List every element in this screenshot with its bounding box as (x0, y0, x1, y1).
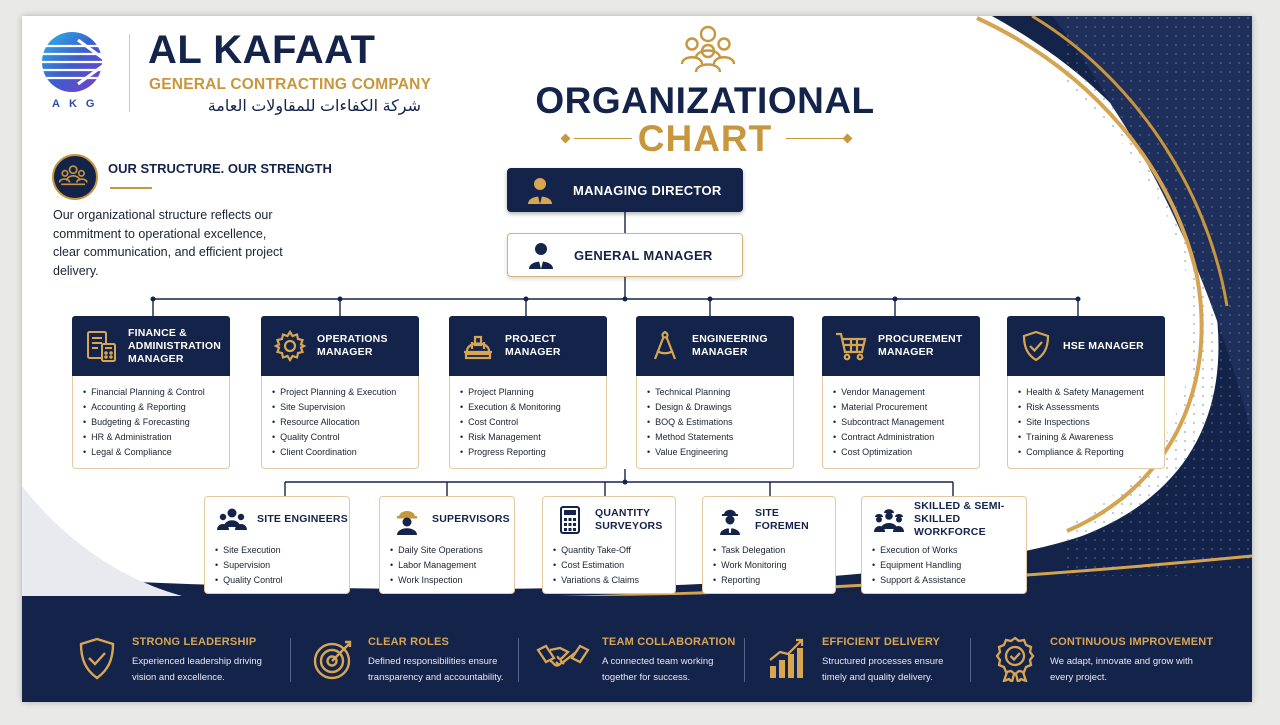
duty-item: • Vendor Management (833, 385, 979, 400)
duty-item: • Value Engineering (647, 445, 793, 460)
hard-hat-icon (461, 329, 495, 363)
duty-item: • Health & Safety Management (1018, 385, 1164, 400)
feature-title: CLEAR ROLES (368, 636, 450, 648)
team-title: SITE FOREMEN (755, 506, 809, 532)
duty-item: • Quantity Take-Off (553, 543, 639, 558)
team-card-site-foremen (702, 496, 836, 594)
duty-item: • Material Procurement (833, 400, 979, 415)
duty-item: • Quality Control (272, 430, 418, 445)
duty-item: • Resource Allocation (272, 415, 418, 430)
team-card-quantity-surveyors (542, 496, 676, 594)
dept-title: PROJECT MANAGER (505, 333, 561, 358)
structure-heading-underline (110, 187, 152, 189)
team-title: QUANTITY SURVEYORS (595, 506, 663, 532)
duty-item: • Client Coordination (272, 445, 418, 460)
dept-header (261, 316, 419, 376)
dept-card-hse (1007, 316, 1165, 469)
duty-item: • Training & Awareness (1018, 430, 1164, 445)
cart-icon (834, 329, 868, 363)
feature-divider (744, 638, 745, 682)
dept-duties (261, 376, 419, 469)
team-title: SKILLED & SEMI-SKILLED WORKFORCE (914, 500, 1005, 538)
duty-item: • BOQ & Estimations (647, 415, 793, 430)
duty-item: • Method Statements (647, 430, 793, 445)
worker-helmet-icon (392, 505, 422, 535)
feature-desc: A connected team working together for success. (602, 656, 714, 683)
duty-item: • Site Supervision (272, 400, 418, 415)
duty-item: • Task Delegation (713, 543, 787, 558)
node-managing-director (507, 168, 743, 212)
structure-badge (52, 154, 98, 200)
duty-item: • Project Planning & Execution (272, 385, 418, 400)
duty-item: • Equipment Handling (872, 558, 966, 573)
duty-item: • Cost Optimization (833, 445, 979, 460)
duty-item: • Work Monitoring (713, 558, 787, 573)
duty-item: • Site Execution (215, 543, 283, 558)
handshake-icon (536, 636, 590, 682)
gear-icon (273, 329, 307, 363)
team-header (703, 497, 835, 542)
duty-item: • Project Planning (460, 385, 606, 400)
dept-duties (449, 376, 607, 469)
team-header (380, 497, 514, 542)
calculator-icon (555, 505, 585, 535)
dept-card-project (449, 316, 607, 469)
dept-header (449, 316, 607, 376)
dept-title: ENGINEERING MANAGER (692, 333, 768, 358)
feature-desc: Experienced leadership driving vision and excellence. (132, 656, 262, 683)
duty-item: • Progress Reporting (460, 445, 606, 460)
person-tie-icon (525, 175, 555, 205)
award-badge-icon (994, 636, 1036, 682)
chart-title-line1: ORGANIZATIONAL (535, 80, 875, 121)
structure-heading: OUR STRUCTURE. OUR STRENGTH (108, 161, 332, 176)
duty-item: • Supervision (215, 558, 283, 573)
duty-item: • Execution & Monitoring (460, 400, 606, 415)
team-card-workforce (861, 496, 1027, 594)
feature-divider (518, 638, 519, 682)
duty-item: • Accounting & Reporting (83, 400, 229, 415)
team-duties (713, 543, 787, 588)
team-card-supervisors (379, 496, 515, 594)
title-rule-right (786, 138, 844, 139)
workforce-icon (874, 505, 904, 535)
feature-title: STRONG LEADERSHIP (132, 636, 257, 648)
duty-item: • Financial Planning & Control (83, 385, 229, 400)
target-icon (312, 636, 354, 682)
team-header (205, 497, 349, 542)
dept-duties (72, 376, 230, 469)
duty-item: • Execution of Works (872, 543, 966, 558)
managing-director-label: MANAGING DIRECTOR (573, 182, 722, 198)
team-header (543, 497, 675, 542)
team-group-icon (54, 156, 96, 198)
title-rule-left (574, 138, 632, 139)
compass-icon (648, 329, 682, 363)
team-card-site-engineers (204, 496, 350, 594)
chart-title-line2: CHART (637, 118, 773, 159)
duty-item: • Support & Assistance (872, 573, 966, 588)
duty-item: • Labor Management (390, 558, 483, 573)
dept-title: HSE MANAGER (1063, 339, 1144, 352)
dept-duties (1007, 376, 1165, 469)
dept-duties (822, 376, 980, 469)
duty-item: • Technical Planning (647, 385, 793, 400)
org-chart-poster (22, 16, 1252, 702)
dept-header (636, 316, 794, 376)
dept-title: FINANCE & ADMINISTRATION MANAGER (128, 326, 222, 365)
duty-item: • Compliance & Reporting (1018, 445, 1164, 460)
feature-divider (290, 638, 291, 682)
people-group-icon (217, 505, 247, 535)
duty-item: • Risk Assessments (1018, 400, 1164, 415)
akg-globe-logo-icon (38, 28, 114, 104)
duty-item: • Cost Estimation (553, 558, 639, 573)
dept-card-finance (72, 316, 230, 469)
dept-header (822, 316, 980, 376)
feature-title: EFFICIENT DELIVERY (822, 636, 941, 648)
team-title: SUPERVISORS (432, 513, 510, 525)
feature-desc: Defined responsibilities ensure transparency and accountability. (368, 656, 504, 683)
dept-card-procurement (822, 316, 980, 469)
calculator-document-icon (84, 329, 118, 363)
duty-item: • Contract Administration (833, 430, 979, 445)
feature-desc: Structured processes ensure timely and quality delivery. (822, 656, 944, 683)
company-name-arabic: شركة الكفاءات للمقاولات العامة (207, 98, 421, 115)
dept-header (1007, 316, 1165, 376)
dept-card-engineering (636, 316, 794, 469)
team-group-icon (680, 24, 736, 74)
duty-item: • Risk Management (460, 430, 606, 445)
feature-divider (970, 638, 971, 682)
shield-check-icon (76, 636, 118, 682)
duty-item: • Daily Site Operations (390, 543, 483, 558)
company-subtitle: GENERAL CONTRACTING COMPANY (149, 76, 432, 93)
duty-item: • Site Inspections (1018, 415, 1164, 430)
feature-title: TEAM COLLABORATION (602, 636, 736, 648)
team-duties (872, 543, 966, 588)
team-duties (215, 543, 283, 588)
duty-item: • Cost Control (460, 415, 606, 430)
team-duties (390, 543, 483, 588)
duty-item: • HR & Administration (83, 430, 229, 445)
logo-text: AKG (52, 98, 104, 110)
bar-chart-icon (766, 636, 808, 682)
person-tie-icon (526, 240, 556, 270)
duty-item: • Budgeting & Forecasting (83, 415, 229, 430)
structure-description: Our organizational structure reflects our commitment to operational excellence, clear communication, and efficient project delivery. (53, 208, 283, 278)
team-duties (553, 543, 639, 588)
duty-item: • Legal & Compliance (83, 445, 229, 460)
values-footer (22, 616, 1252, 702)
node-general-manager (507, 233, 743, 277)
duty-item: • Design & Drawings (647, 400, 793, 415)
foreman-icon (715, 505, 745, 535)
feature-title: CONTINUOUS IMPROVEMENT (1050, 636, 1214, 648)
general-manager-label: GENERAL MANAGER (574, 247, 713, 263)
duty-item: • Quality Control (215, 573, 283, 588)
team-header (862, 497, 1026, 542)
dept-title: OPERATIONS MANAGER (317, 333, 388, 358)
shield-check-icon (1019, 329, 1053, 363)
dept-title: PROCUREMENT MANAGER (878, 333, 963, 358)
duty-item: • Subcontract Management (833, 415, 979, 430)
duty-item: • Variations & Claims (553, 573, 639, 588)
duty-item: • Reporting (713, 573, 787, 588)
dept-header (72, 316, 230, 376)
dept-card-operations (261, 316, 419, 469)
company-name: AL KAFAAT (148, 28, 376, 72)
feature-desc: We adapt, innovate and grow with every project. (1050, 656, 1193, 683)
team-title: SITE ENGINEERS (257, 513, 348, 525)
duty-item: • Work Inspection (390, 573, 483, 588)
dept-duties (636, 376, 794, 469)
logo-divider (129, 34, 130, 112)
